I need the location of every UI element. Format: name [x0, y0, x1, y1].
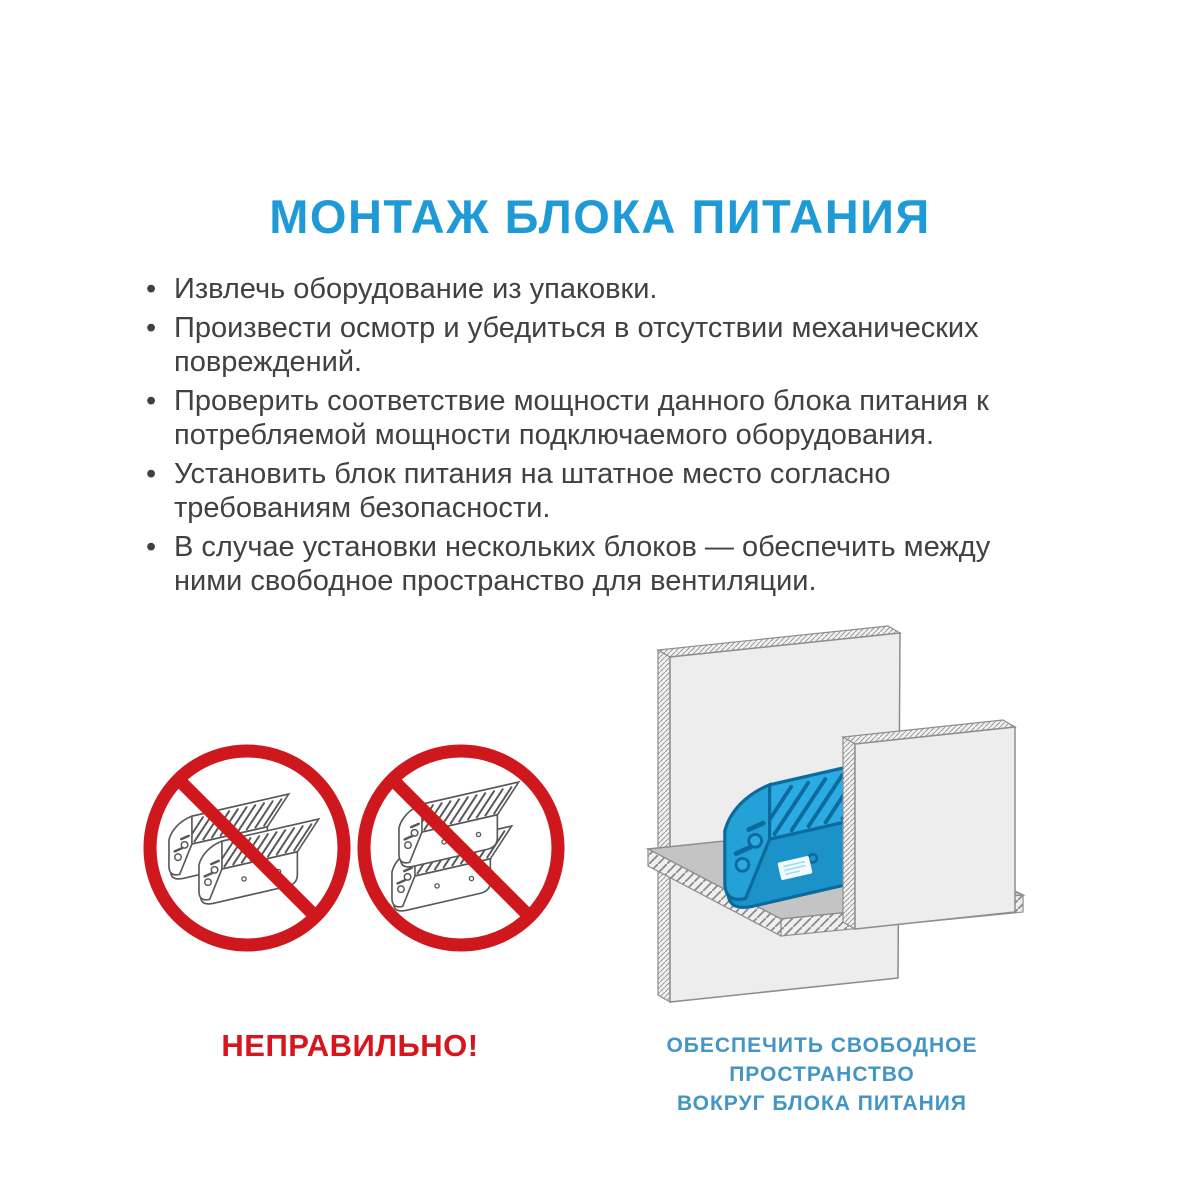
no-power-supplies-side-by-side-icon	[132, 733, 362, 963]
wrong-label: НЕПРАВИЛЬНО!	[221, 1028, 479, 1063]
instruction-item: • Извлечь оборудование из упаковки.	[144, 272, 1049, 306]
clearance-caption-line1: ОБЕСПЕЧИТЬ СВОБОДНОЕ ПРОСТРАНСТВО	[666, 1034, 978, 1086]
instruction-item: • Установить блок питания на штатное место согласно требованиям безопасности.	[144, 457, 1049, 525]
psu-clearance-illustration	[640, 612, 1060, 1032]
front-wall-panel	[843, 720, 1015, 929]
clearance-caption	[592, 1031, 1052, 1118]
no-power-supplies-stacked-icon	[346, 733, 576, 963]
instruction-item: • В случае установки нескольких блоков — обеспечить между ними свободное пространство для вентиляции.	[144, 530, 1049, 598]
instruction-item: • Проверить соответствие мощности данного блока питания к потребляемой мощности подключаемого оборудования.	[144, 384, 1049, 452]
instruction-item: • Произвести осмотр и убедиться в отсутствии механических повреждений.	[144, 311, 1049, 379]
instruction-list	[144, 272, 1049, 603]
clearance-caption-line2: ВОКРУГ БЛОКА ПИТАНИЯ	[677, 1092, 967, 1115]
page-title: МОНТАЖ БЛОКА ПИТАНИЯ	[269, 190, 931, 244]
